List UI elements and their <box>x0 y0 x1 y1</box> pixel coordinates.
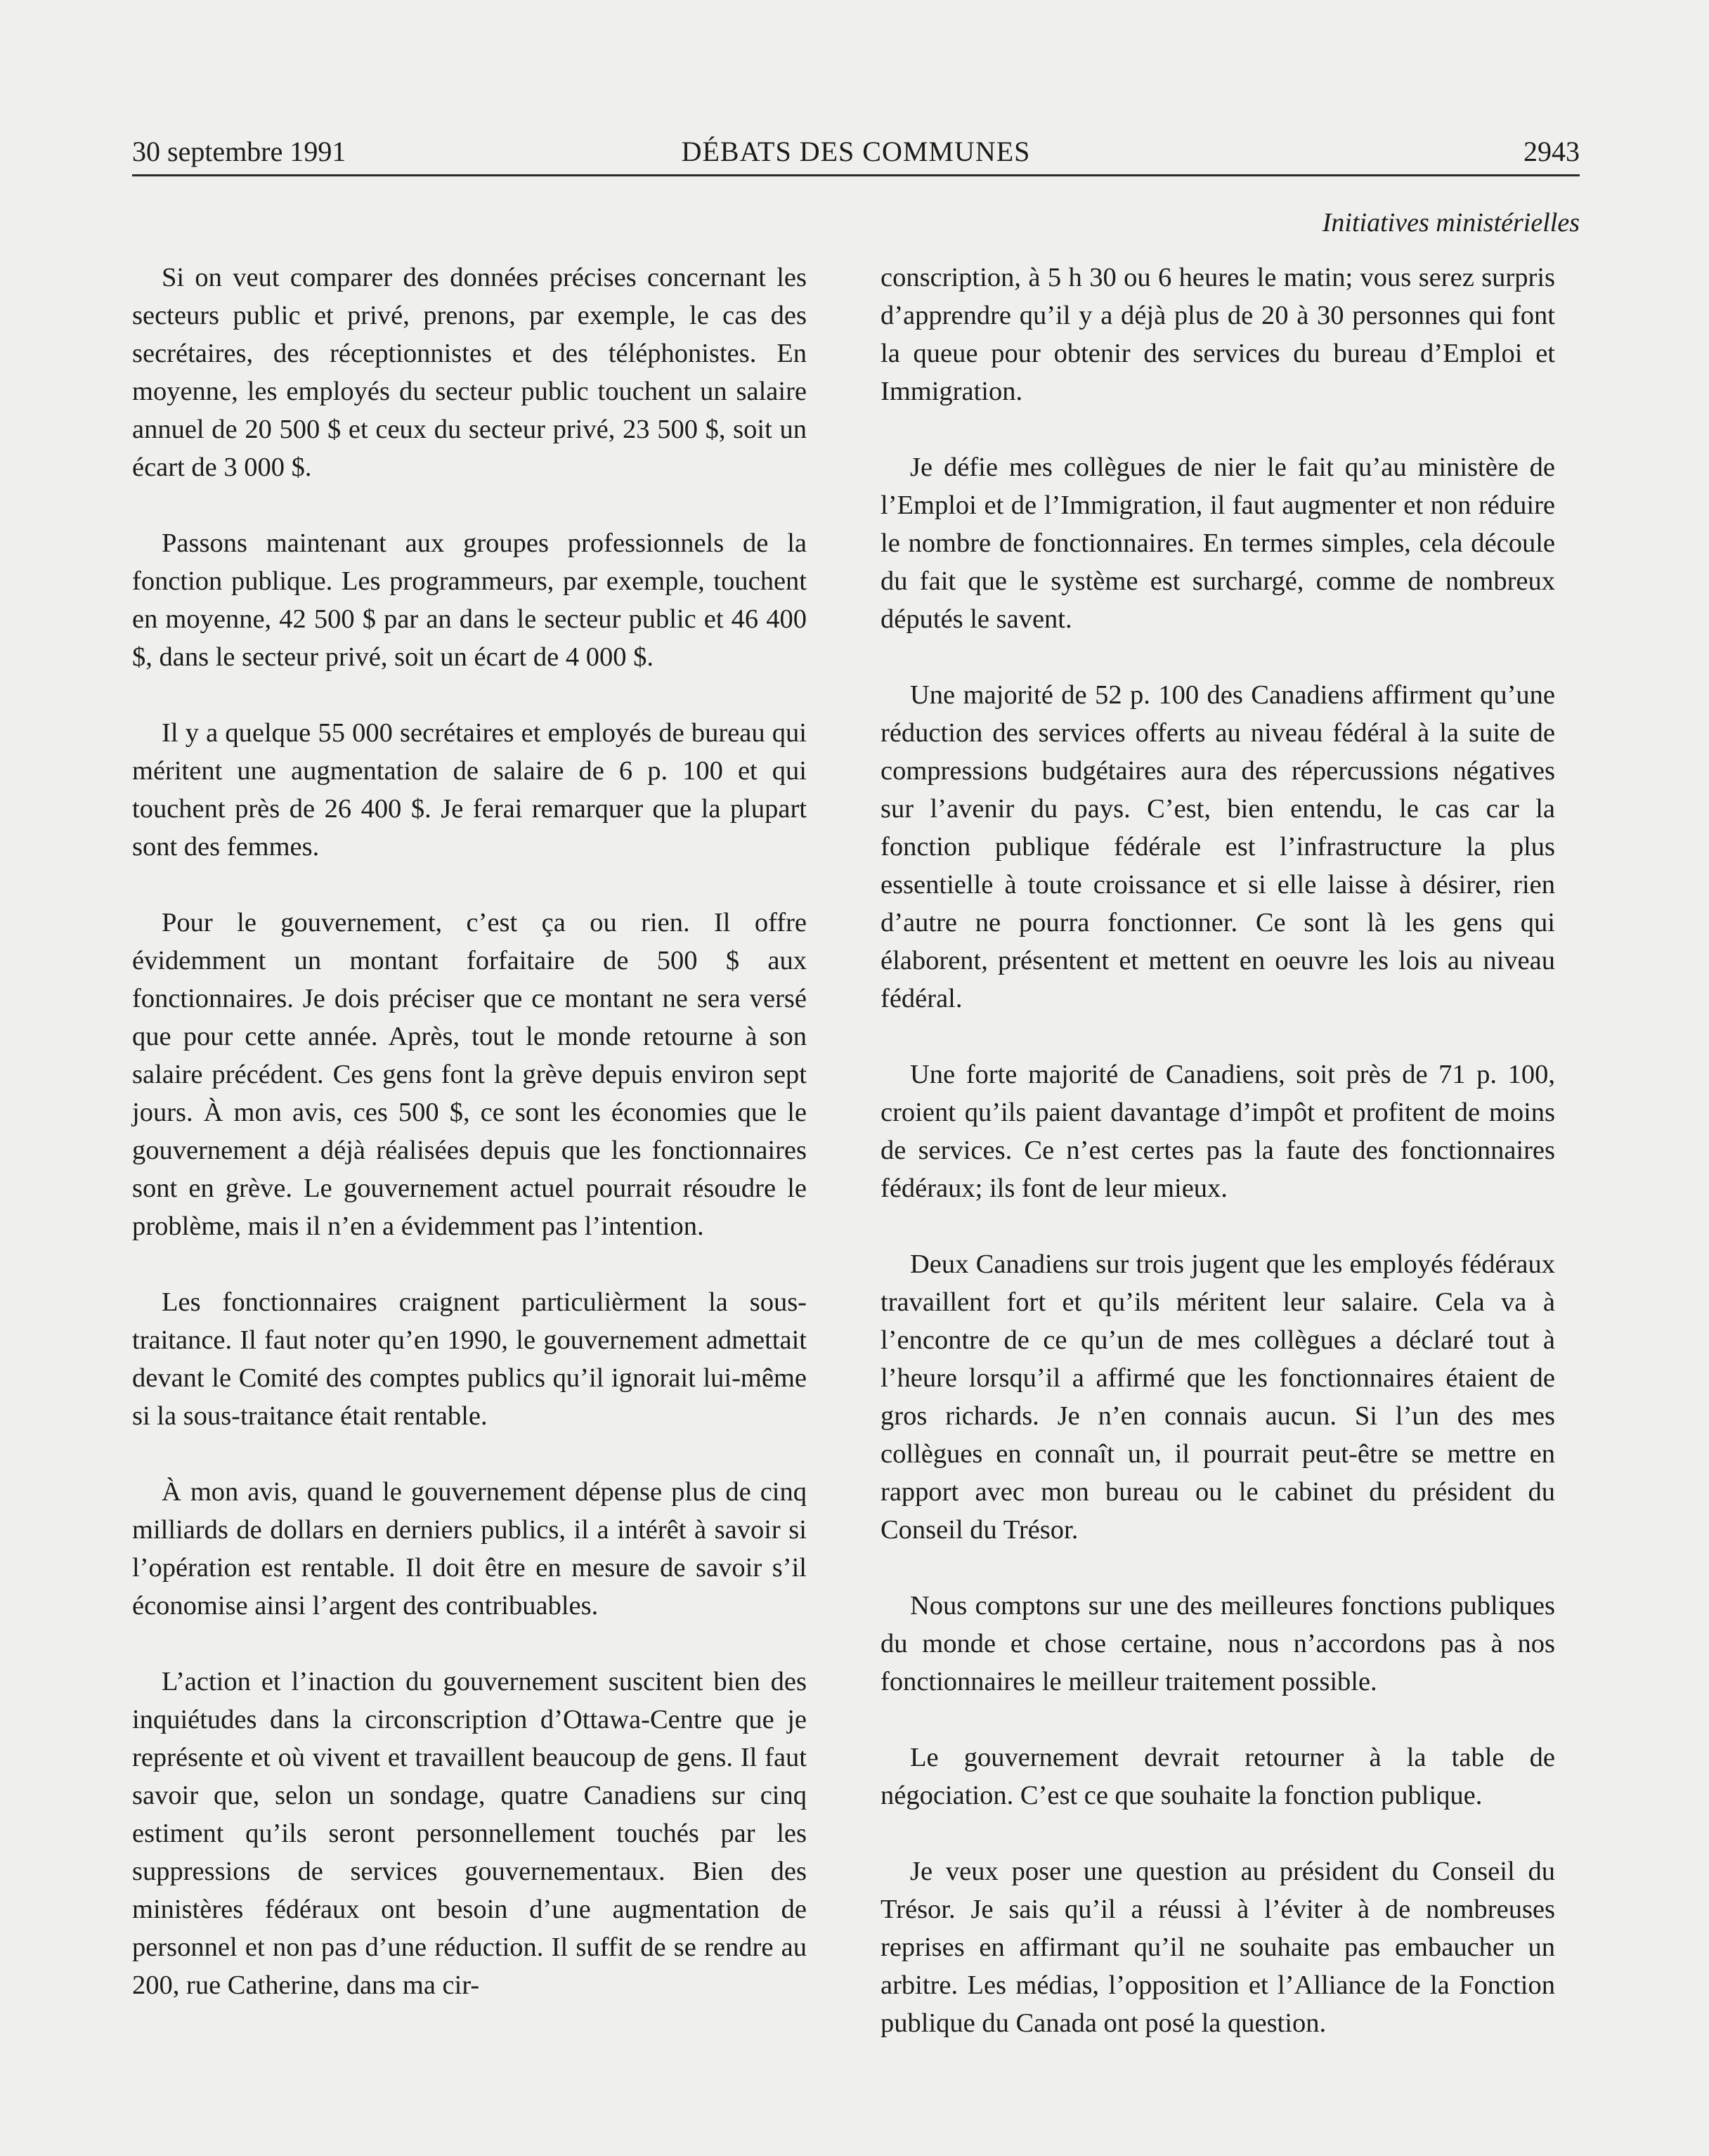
paragraph: conscription, à 5 h 30 ou 6 heures le matin; vous serez surpris d’apprendre qu’il y a déjà plus de 20 à 30 personnes qui font la queue pour obtenir des services du bureau d’Emploi et Immigration. <box>881 263 1555 406</box>
paragraph: Le gouvernement devrait retourner à la table de négociation. C’est ce que souhaite la fonction publique. <box>881 1743 1555 1810</box>
header-rule <box>132 174 1580 176</box>
paragraph: Une forte majorité de Canadiens, soit près de 71 p. 100, croient qu’ils paient davantage d’impôt et profitent de moins de services. Ce n’est certes pas la faute des fonctionnaires fédéraux; ils font de leur mieux. <box>881 1060 1555 1203</box>
paragraph: Deux Canadiens sur trois jugent que les employés fédéraux travaillent fort et qu’ils méritent leur salaire. Cela va à l’encontre de ce qu’un de mes collègues a déclaré tout à l’heure lorsqu’il a affirmé que les fonctionnaires étaient de gros richards. Je n’en connais aucun. Si l’un des mes collègues en connaît un, il pourrait peut-être se mettre en rapport avec mon bureau ou le cabinet du président du Conseil du Trésor. <box>881 1249 1555 1545</box>
paragraph: Passons maintenant aux groupes professionnels de la fonction publique. Les programmeurs, par exemple, touchent en moyenne, 42 500 $ par an dans le secteur public et 46 400 $, dans le secteur privé, soit un écart de 4 000 $. <box>132 528 807 672</box>
header-journal-title: DÉBATS DES COMMUNES <box>681 136 1031 167</box>
paragraph: Pour le gouvernement, c’est ça ou rien. Il offre évidemment un montant forfaitaire de 500 $ aux fonctionnaires. Je dois préciser que ce montant ne sera versé que pour cette année. Après, tout le monde retourne à son salaire précédent. Ces gens font la grève depuis environ sept jours. À mon avis, ces 500 $, ce sont les économies que le gouvernement a déjà réalisées depuis que les fonctionnaires sont en grève. Le gouvernement actuel pourrait résoudre le problème, mais il n’en a évidemment pas l’intention. <box>132 908 807 1241</box>
header-date: 30 septembre 1991 <box>132 136 346 167</box>
right-column <box>881 259 1555 2042</box>
paragraph: L’action et l’inaction du gouvernement suscitent bien des inquiétudes dans la circonscription d’Ottawa-Centre que je représente et où vivent et travaillent beaucoup de gens. Il faut savoir que, selon un sondage, quatre Canadiens sur cinq estiment qu’ils seront personnellement touchés par les suppressions de services gouvernementaux. Bien des ministères fédéraux ont besoin d’une augmentation de personnel et non pas d’une réduction. Il suffit de se rendre au 200, rue Catherine, dans ma cir- <box>132 1667 807 2000</box>
paragraph: Il y a quelque 55 000 secrétaires et employés de bureau qui méritent une augmentation de salaire de 6 p. 100 et qui touchent près de 26 400 $. Je ferai remarquer que la plupart sont des femmes. <box>132 718 807 862</box>
paragraph: Une majorité de 52 p. 100 des Canadiens affirment qu’une réduction des services offerts au niveau fédéral à la suite de compressions budgétaires aura des répercussions négatives sur l’avenir du pays. C’est, bien entendu, le cas car la fonction publique fédérale est l’infrastructure la plus essentielle à toute croissance et si elle laisse à désirer, rien d’autre ne pourra fonctionner. Ce sont là les gens qui élaborent, présentent et mettent en oeuvre les lois au niveau fédéral. <box>881 680 1555 1013</box>
paragraph: Nous comptons sur une des meilleures fonctions publiques du monde et chose certaine, nous n’accordons pas à nos fonctionnaires le meilleur traitement possible. <box>881 1591 1555 1696</box>
paragraph: Les fonctionnaires craignent particulièrment la sous-traitance. Il faut noter qu’en 1990, le gouvernement admettait devant le Comité des comptes publics qu’il ignorait lui-même si la sous-traitance était rentable. <box>132 1287 807 1431</box>
paragraph: Je défie mes collègues de nier le fait qu’au ministère de l’Emploi et de l’Immigration, il faut augmenter et non réduire le nombre de fonctionnaires. En termes simples, cela découle du fait que le système est surchargé, comme de nombreux députés le savent. <box>881 453 1555 634</box>
section-title: Initiatives ministérielles <box>1322 208 1580 238</box>
left-column <box>132 259 807 2004</box>
paragraph: Je veux poser une question au président du Conseil du Trésor. Je sais qu’il a réussi à l’éviter à de nombreuses reprises en affirmant qu’il ne souhaite pas embaucher un arbitre. Les médias, l’opposition et l’Alliance de la Fonction publique du Canada ont posé la question. <box>881 1857 1555 2038</box>
running-head <box>132 134 1580 170</box>
paragraph: À mon avis, quand le gouvernement dépense plus de cinq milliards de dollars en derniers publics, il a intérêt à savoir si l’opération est rentable. Il doit être en mesure de savoir s’il économise ainsi l’argent des contribuables. <box>132 1477 807 1621</box>
paragraph: Si on veut comparer des données précises concernant les secteurs public et privé, prenons, par exemple, le cas des secrétaires, des réceptionnistes et des téléphonistes. En moyenne, les employés du secteur public touchent un salaire annuel de 20 500 $ et ceux du secteur privé, 23 500 $, soit un écart de 3 000 $. <box>132 263 807 482</box>
header-page-number: 2943 <box>1523 136 1580 167</box>
